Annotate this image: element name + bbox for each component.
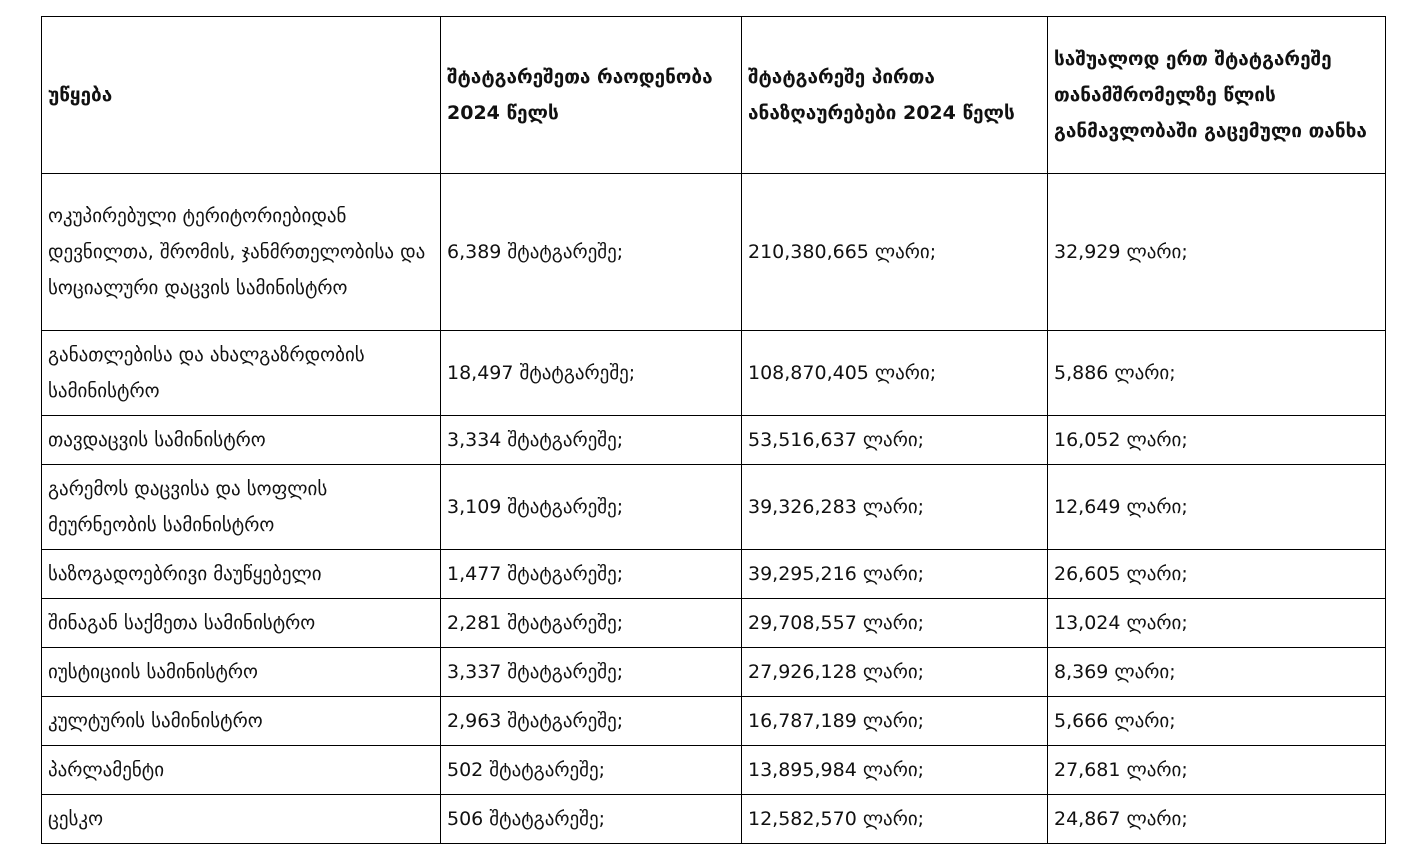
header-contractor-count: შტატგარეშეთა რაოდენობა 2024 წელს [441,17,742,174]
cell-average-per-contractor: 27,681 ლარი; [1048,746,1386,795]
cell-contractor-count: 18,497 შტატგარეშე; [441,331,742,416]
cell-agency: გარემოს დაცვისა და სოფლის მეურნეობის სამინისტრო [42,465,441,550]
data-table [41,16,1386,844]
cell-agency: თავდაცვის სამინისტრო [42,416,441,465]
cell-agency: ოკუპირებული ტერიტორიებიდან დევნილთა, შრომის, ჯანმრთელობისა და სოციალური დაცვის სამინისტრო [42,174,441,331]
cell-contractor-count: 6,389 შტატგარეშე; [441,174,742,331]
cell-contractor-count: 3,109 შტატგარეშე; [441,465,742,550]
cell-contractor-count: 3,334 შტატგარეშე; [441,416,742,465]
cell-contractor-payments: 108,870,405 ლარი; [742,331,1048,416]
cell-contractor-count: 1,477 შტატგარეშე; [441,550,742,599]
header-agency: უწყება [42,17,441,174]
table-row [42,465,1386,550]
cell-average-per-contractor: 13,024 ლარი; [1048,599,1386,648]
cell-contractor-payments: 39,295,216 ლარი; [742,550,1048,599]
cell-agency: ცესკო [42,795,441,844]
cell-contractor-count: 2,281 შტატგარეშე; [441,599,742,648]
table-row [42,174,1386,331]
cell-contractor-count: 506 შტატგარეშე; [441,795,742,844]
table-row [42,648,1386,697]
cell-contractor-payments: 16,787,189 ლარი; [742,697,1048,746]
cell-average-per-contractor: 26,605 ლარი; [1048,550,1386,599]
cell-contractor-count: 3,337 შტატგარეშე; [441,648,742,697]
cell-contractor-payments: 27,926,128 ლარი; [742,648,1048,697]
cell-agency: კულტურის სამინისტრო [42,697,441,746]
header-average-per-contractor: საშუალოდ ერთ შტატგარეშე თანამშრომელზე წლის განმავლობაში გაცემული თანხა [1048,17,1386,174]
cell-agency: იუსტიციის სამინისტრო [42,648,441,697]
cell-agency: პარლამენტი [42,746,441,795]
table-row [42,331,1386,416]
cell-agency: შინაგან საქმეთა სამინისტრო [42,599,441,648]
cell-average-per-contractor: 5,666 ლარი; [1048,697,1386,746]
cell-average-per-contractor: 32,929 ლარი; [1048,174,1386,331]
cell-contractor-payments: 39,326,283 ლარი; [742,465,1048,550]
cell-contractor-payments: 53,516,637 ლარი; [742,416,1048,465]
cell-contractor-payments: 29,708,557 ლარი; [742,599,1048,648]
table-row [42,697,1386,746]
table-row [42,416,1386,465]
cell-average-per-contractor: 12,649 ლარი; [1048,465,1386,550]
table-header-row [42,17,1386,174]
table-row [42,795,1386,844]
cell-average-per-contractor: 8,369 ლარი; [1048,648,1386,697]
table-row [42,599,1386,648]
cell-contractor-payments: 12,582,570 ლარი; [742,795,1048,844]
cell-contractor-payments: 13,895,984 ლარი; [742,746,1048,795]
table-row [42,550,1386,599]
cell-average-per-contractor: 5,886 ლარი; [1048,331,1386,416]
cell-contractor-count: 502 შტატგარეშე; [441,746,742,795]
cell-contractor-count: 2,963 შტატგარეშე; [441,697,742,746]
table-row [42,746,1386,795]
cell-agency: განათლებისა და ახალგაზრდობის სამინისტრო [42,331,441,416]
cell-average-per-contractor: 16,052 ლარი; [1048,416,1386,465]
header-contractor-payments: შტატგარეშე პირთა ანაზღაურებები 2024 წელს [742,17,1048,174]
cell-contractor-payments: 210,380,665 ლარი; [742,174,1048,331]
cell-average-per-contractor: 24,867 ლარი; [1048,795,1386,844]
cell-agency: საზოგადოებრივი მაუწყებელი [42,550,441,599]
